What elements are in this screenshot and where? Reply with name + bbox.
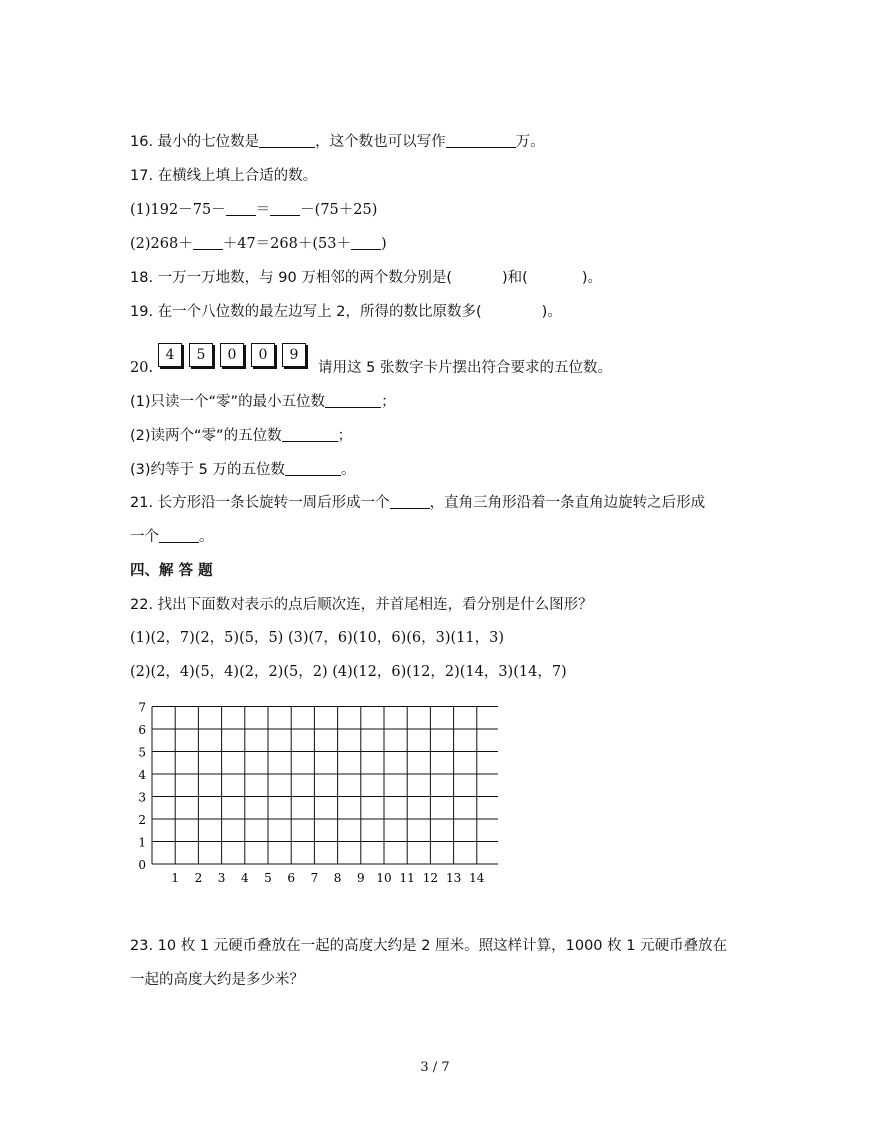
question-21-line-2: 一个 。 [130,529,214,545]
x-tick-label: 12 [422,871,439,885]
x-tick-label: 5 [264,871,272,885]
x-tick-label: 6 [287,871,296,885]
answer-blank[interactable] [226,201,256,216]
grid-labels [138,701,484,886]
digit-card: 4 [158,343,182,367]
x-tick-label: 4 [240,871,249,885]
answer-blank[interactable] [351,235,381,250]
y-tick-label: 6 [138,723,146,737]
y-tick-label: 7 [138,700,146,715]
x-tick-label: 3 [217,871,226,885]
question-20-part-1: (1)只读一个“零”的最小五位数 ； [130,394,396,410]
y-tick-label: 4 [138,768,146,782]
question-22-part-2: (2)(2，4)(5，4)(2，2)(5，2) (4)(12，6)(12，2)(14，3)(14，7) [130,664,567,680]
question-17-title: 17. 在横线上填上合适的数。 [130,168,318,184]
y-tick-label: 1 [138,835,146,850]
grid-lines [152,707,498,865]
x-tick-label: 11 [399,871,415,885]
digit-card: 0 [251,343,275,367]
section-heading: 四、解 答 题 [130,563,213,579]
x-tick-label: 8 [333,871,342,885]
question-23-line-2: 一起的高度大约是多少米？ [130,972,304,988]
question-22-title: 22. 找出下面数对表示的点后顺次连，并首尾相连，看分别是什么图形？ [130,597,593,613]
y-tick-label: 2 [138,813,146,827]
coordinate-grid[interactable] [128,700,498,890]
question-20-part-2: (2)读两个“零”的五位数 ； [130,428,353,444]
answer-blank[interactable] [193,235,223,250]
question-18: 18. 一万一万地数，与 90 万相邻的两个数分别是( )和( )。 [130,270,602,286]
page-number: 3 / 7 [420,1060,450,1075]
question-17-part-1: (1)192－75－ ＝ －(75＋25) [130,202,378,218]
answer-blank[interactable] [259,133,315,148]
x-tick-label: 1 [171,871,180,885]
y-tick-label: 3 [138,790,146,805]
x-tick-label: 14 [469,871,485,885]
answer-blank[interactable] [390,494,430,509]
question-16: 16. 最小的七位数是 ，这个数也可以写作 万。 [130,134,545,150]
y-tick-label: 0 [138,858,146,872]
answer-blank[interactable] [285,461,341,476]
answer-blank[interactable] [446,133,516,148]
x-tick-label: 2 [194,871,203,885]
digit-card: 5 [189,343,213,367]
question-23-line-1: 23. 10 枚 1 元硬币叠放在一起的高度大约是 2 厘米。照这样计算，1000 枚 1 元硬币叠放在 [130,938,728,954]
x-tick-label: 13 [445,871,462,885]
question-22-part-1: (1)(2，7)(2，5)(5，5) (3)(7，6)(10，6)(6，3)(11，3) [130,630,504,646]
y-tick-label: 5 [138,745,146,760]
question-17-part-2: (2)268＋ ＋47＝268＋(53＋ ) [130,236,387,252]
x-tick-label: 7 [310,871,319,885]
answer-blank[interactable] [325,393,381,408]
answer-blank[interactable] [270,201,300,216]
question-20-number: 20. [130,360,154,376]
x-tick-label: 9 [356,871,365,885]
question-20-part-3: (3)约等于 5 万的五位数 。 [130,462,356,478]
question-21-line-1: 21. 长方形沿一条长旋转一周后形成一个 ，直角三角形沿着一条直角边旋转之后形成 [130,495,706,511]
digit-card: 0 [220,343,244,367]
question-19: 19. 在一个八位数的最左边写上 2，所得的数比原数多( )。 [130,304,562,320]
answer-blank[interactable] [282,427,338,442]
digit-card: 9 [282,343,306,367]
question-20-text: 请用这 5 张数字卡片摆出符合要求的五位数。 [318,360,612,376]
x-tick-label: 10 [376,871,392,885]
answer-blank[interactable] [159,528,199,543]
